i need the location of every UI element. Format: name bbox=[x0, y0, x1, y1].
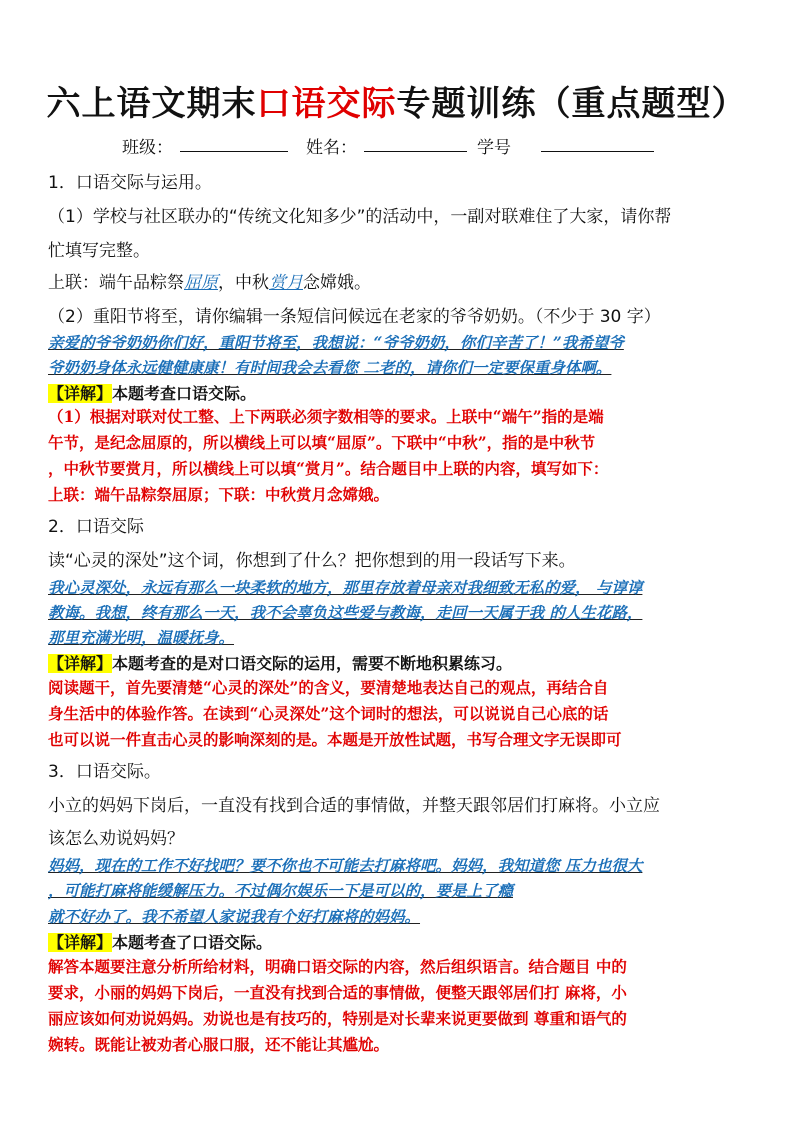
couplet-fill-2[interactable]: 赏月 bbox=[269, 273, 303, 293]
q2-prompt: 读“心灵的深处”这个词，你想到了什么？把你想到的用一段话写下来。 bbox=[48, 551, 576, 571]
detail-text: 本题考查了口语交际。 bbox=[112, 933, 273, 952]
q2-detail bbox=[48, 651, 512, 674]
q2-explain-line: 身生活中的体验作答。在读到“心灵深处”这个词时的想法，可以说说自己心底的话 bbox=[48, 704, 609, 723]
title-part-2: 专题训练（重点题型） bbox=[396, 84, 747, 124]
q3-answer-line: 就不好办了。我不希望人家说我有个好打麻将的妈妈。 bbox=[48, 907, 421, 926]
q1-part1-line1: （1）学校与社区联办的“传统文化知多少”的活动中，一副对联难住了大家，请你帮 bbox=[48, 207, 672, 227]
couplet-mid: ，中秋 bbox=[218, 273, 269, 293]
q2-explain-line: 阅读题干，首先要清楚“心灵的深处”的含义，要清楚地表达自己的观点，再结合自 bbox=[48, 678, 609, 697]
detail-tag: 【详解】 bbox=[48, 933, 113, 952]
q1-explain-line: 上联：端午品粽祭屈原；下联：中秋赏月念嫦娥。 bbox=[48, 485, 390, 504]
q2-answer-line: 那里充满光明，温暖抚身。 bbox=[48, 628, 235, 647]
q1-explain-line: 午节，是纪念屈原的，所以横线上可以填“屈原”。下联中“中秋”，指的是中秋节 bbox=[48, 433, 596, 452]
q3-prompt-line1: 小立的妈妈下岗后，一直没有找到合适的事情做，并整天跟邻居们打麻将。小立应 bbox=[48, 796, 660, 816]
page-title bbox=[0, 76, 793, 125]
title-part-1: 六上语文期末 bbox=[46, 84, 257, 124]
q3-explain-line: 解答本题要注意分析所给材料，明确口语交际的内容，然后组织语言。结合题目 中的 bbox=[48, 957, 627, 976]
q1-part2: （2）重阳节将至，请你编辑一条短信问候远在老家的爷爷奶奶。（不少于 30 字） bbox=[48, 307, 661, 327]
q1-explain-line: ，中秋节要赏月，所以横线上可以填“赏月”。结合题目中上联的内容，填写如下： bbox=[48, 459, 609, 478]
couplet-fill-1[interactable]: 屈原 bbox=[184, 273, 218, 293]
q1-part1-line2: 忙填写完整。 bbox=[48, 241, 150, 261]
title-highlight: 口语交际 bbox=[256, 84, 397, 124]
q2-explain-line: 也可以说一件直击心灵的影响深刻的是。本题是开放性试题，书写合理文字无误即可 bbox=[48, 730, 622, 749]
q3-explain-line: 丽应该如何劝说妈妈。劝说也是有技巧的，特别是对长辈来说更要做到 尊重和语气的 bbox=[48, 1009, 627, 1028]
q1-explain-line: （1）根据对联对仗工整、上下两联必须字数相等的要求。上联中“端午”指的是端 bbox=[48, 407, 604, 426]
q1-answer-line: 亲爱的爷爷奶奶你们好，重阳节将至，我想说：“爷爷奶奶，你们辛苦了！”我希望爷 bbox=[48, 333, 624, 352]
q2-heading: 2．口语交际 bbox=[48, 517, 144, 537]
id-label: 学号 bbox=[477, 138, 511, 158]
detail-tag: 【详解】 bbox=[48, 384, 113, 403]
q3-prompt-line2: 该怎么劝说妈妈？ bbox=[48, 829, 184, 849]
q3-answer-line: ，可能打麻将能缓解压力。不过偶尔娱乐一下是可以的，要是上了瘾 bbox=[48, 881, 514, 900]
detail-text: 本题考查口语交际。 bbox=[112, 384, 257, 403]
class-label: 班级： bbox=[122, 138, 173, 158]
name-label: 姓名： bbox=[306, 138, 357, 158]
id-blank[interactable] bbox=[541, 133, 654, 152]
name-blank[interactable] bbox=[364, 133, 467, 152]
q2-answer-line: 我心灵深处，永远有那么一块柔软的地方，那里存放着母亲对我细致无私的爱， 与谆谆 bbox=[48, 578, 643, 597]
q3-heading: 3．口语交际。 bbox=[48, 762, 161, 782]
q3-detail bbox=[48, 930, 272, 953]
q2-answer-line: 教诲。我想，终有那么一天，我不会辜负这些爱与教诲，走回一天属于我 的人生花路， bbox=[48, 603, 643, 622]
couplet-post: 念嫦娥。 bbox=[303, 273, 371, 293]
q1-detail bbox=[48, 381, 256, 404]
q1-heading: 1．口语交际与运用。 bbox=[48, 173, 212, 193]
couplet-line bbox=[48, 268, 371, 293]
detail-text: 本题考查的是对口语交际的运用，需要不断地积累练习。 bbox=[112, 654, 513, 673]
couplet-pre: 上联：端午品粽祭 bbox=[48, 273, 184, 293]
q3-explain-line: 要求，小丽的妈妈下岗后，一直没有找到合适的事情做，便整天跟邻居们打 麻将，小 bbox=[48, 983, 627, 1002]
detail-tag: 【详解】 bbox=[48, 654, 113, 673]
q3-answer-line: 妈妈，现在的工作不好找吧？要不你也不可能去打麻将吧。妈妈，我知道您 压力也很大 bbox=[48, 856, 643, 875]
q3-explain-line: 婉转。既能让被劝者心服口服，还不能让其尴尬。 bbox=[48, 1035, 390, 1054]
q1-answer-line: 爷奶奶身体永远健健康康！有时间我会去看您 二老的，请你们一定要保重身体啊。 bbox=[48, 358, 612, 377]
class-blank[interactable] bbox=[180, 133, 288, 152]
